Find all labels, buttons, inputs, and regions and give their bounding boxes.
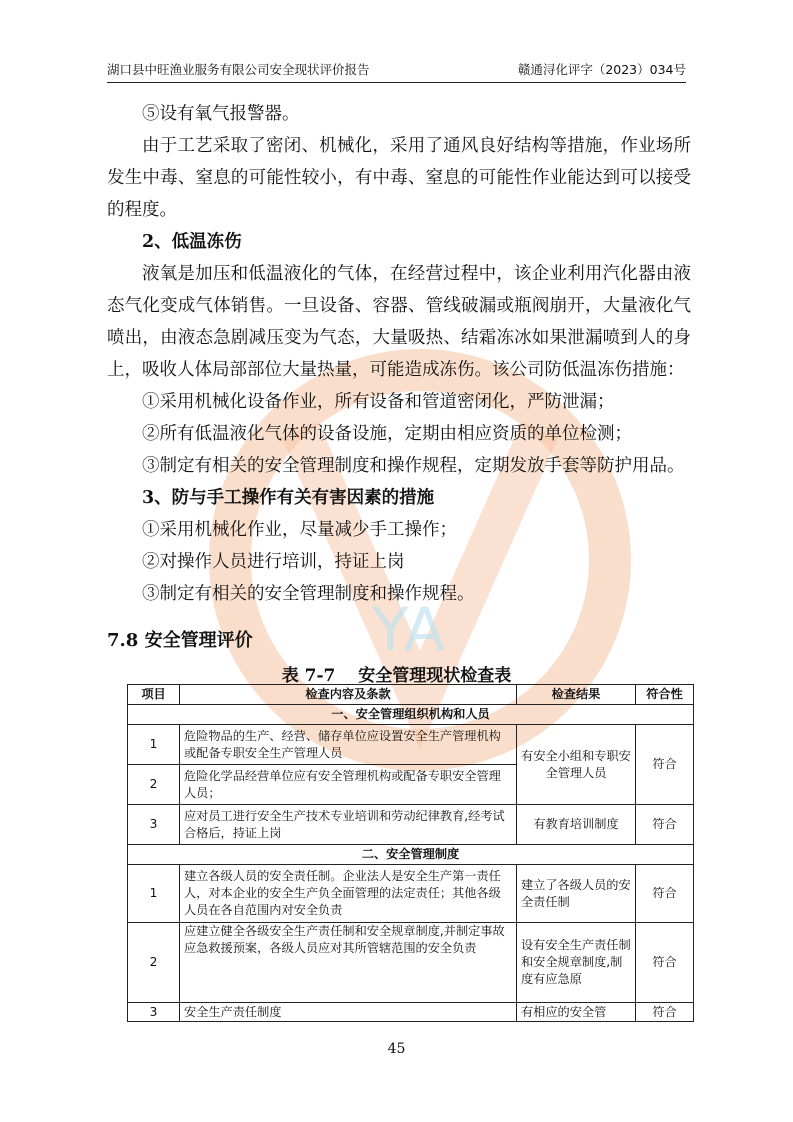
cell-no: 3 <box>128 1003 180 1022</box>
watermark-text: YA <box>372 595 446 665</box>
cell-conform: 符合 <box>636 725 694 805</box>
cell-content: 危险化学品经营单位应有安全管理机构或配备专职安全管理人员； <box>180 765 517 805</box>
body-text <box>107 98 691 610</box>
table-row <box>128 1003 694 1022</box>
paragraph-low-temp: 液氧是加压和低温液化的气体，在经营过程中，该企业利用汽化器由液态气化变成气体销售。一旦设备、容器、管线破漏或瓶阀崩开，大量液化气喷出，由液态急剧减压变为气态，大量吸热、结霜冻冰如果泄漏喷到人的身上，吸收人体局部部位大量热量，可能造成冻伤。该公司防低温冻伤措施： <box>107 264 691 380</box>
cell-no: 2 <box>128 765 180 805</box>
cell-content: 应对员工进行安全生产技术专业培训和劳动纪律教育,经考试合格后，持证上岗 <box>180 805 517 845</box>
cell-no: 3 <box>128 805 180 845</box>
category-row <box>128 705 694 725</box>
table-row <box>128 725 694 765</box>
col-header-conform: 符合性 <box>636 685 694 705</box>
table-header-row <box>128 685 694 705</box>
header-report-title: 湖口县中旺渔业服务有限公司安全现状评价报告 <box>107 62 370 77</box>
heading-manual-ops: 3、防与手工操作有关有害因素的措施 <box>142 488 435 508</box>
page-header <box>107 60 686 83</box>
list-item-manual-1: ①采用机械化作业，尽量减少手工操作； <box>142 520 457 540</box>
list-item-manual-3: ③制定有相关的安全管理制度和操作规程。 <box>142 584 475 604</box>
cell-conform: 符合 <box>636 805 694 845</box>
cell-no: 1 <box>128 725 180 765</box>
table-caption: 表 7-7 安全管理现状检查表 <box>281 666 512 686</box>
cell-conform: 符合 <box>636 865 694 923</box>
category-row <box>128 845 694 865</box>
cell-result: 有相应的安全管 <box>517 1003 636 1022</box>
cell-no: 2 <box>128 923 180 1003</box>
heading-low-temp: 2、低温冻伤 <box>142 232 242 252</box>
paragraph-o2-alarm: ⑤设有氧气报警器。 <box>142 104 300 124</box>
cell-conform: 符合 <box>636 923 694 1003</box>
table-row <box>128 923 694 1003</box>
cell-content: 应建立健全各级安全生产责任制和安全规章制度,并制定事故应急救援预案，各级人员应对其所管辖范围的安全负责 <box>180 923 517 1003</box>
col-header-result: 检查结果 <box>517 685 636 705</box>
cell-content: 危险物品的生产、经营、储存单位应设置安全生产管理机构或配备专职安全生产管理人员 <box>180 725 517 765</box>
table-row <box>128 865 694 923</box>
category-org: 一、安全管理组织机构和人员 <box>128 705 694 725</box>
cell-content: 建立各级人员的安全责任制。企业法人是安全生产第一责任人，对本企业的安全生产负全面管理的法定责任；其他各级人员在各自范围内对安全负责 <box>180 865 517 923</box>
cell-result: 有教育培训制度 <box>517 805 636 845</box>
list-item-manual-2: ②对操作人员进行培训，持证上岗 <box>142 552 405 572</box>
cell-result: 有安全小组和专职安全管理人员 <box>517 725 636 805</box>
cell-no: 1 <box>128 865 180 923</box>
col-header-content: 检查内容及条款 <box>180 685 517 705</box>
safety-checklist-table <box>127 684 694 1022</box>
list-item-low-temp-2: ②所有低温液化气体的设备设施，定期由相应资质的单位检测； <box>142 424 632 444</box>
list-item-low-temp-1: ①采用机械化设备作业，所有设备和管道密闭化，严防泄漏； <box>142 392 615 412</box>
header-report-number: 赣通浔化评字（2023）034号 <box>517 62 686 77</box>
paragraph-poison-summary: 由于工艺采取了密闭、机械化，采用了通风良好结构等措施，作业场所发生中毒、窒息的可能性较小，有中毒、窒息的可能性作业能达到可以接受的程度。 <box>107 136 691 220</box>
cell-result: 建立了各级人员的安全责任制 <box>517 865 636 923</box>
col-header-item: 项目 <box>128 685 180 705</box>
table-row <box>128 805 694 845</box>
cell-content: 安全生产责任制度 <box>180 1003 517 1022</box>
section-title: 7.8 安全管理评价 <box>107 630 253 651</box>
cell-conform: 符合 <box>636 1003 694 1022</box>
list-item-low-temp-3: ③制定有相关的安全管理制度和操作规程，定期发放手套等防护用品。 <box>142 456 685 476</box>
page-number: 45 <box>387 1041 406 1057</box>
category-system: 二、安全管理制度 <box>128 845 694 865</box>
cell-result: 设有安全生产责任制和安全规章制度,制度有应急原 <box>517 923 636 1003</box>
